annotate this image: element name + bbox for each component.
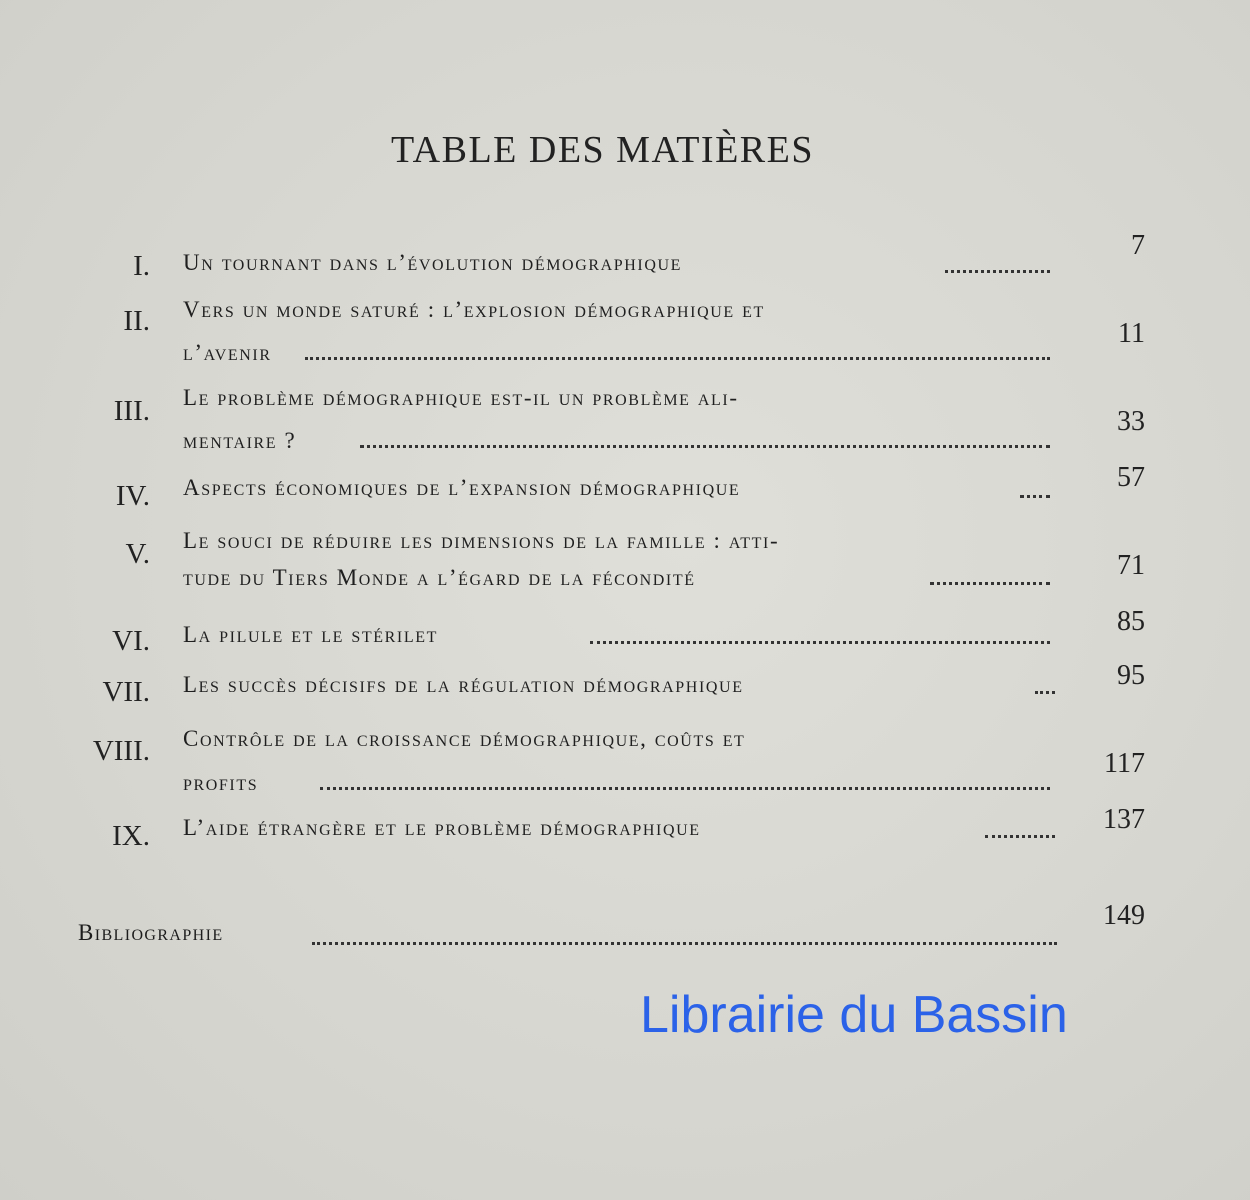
entry-numeral: IV.: [115, 480, 150, 512]
entry-page-number: 7: [1131, 230, 1145, 261]
entry-title-line: Un tournant dans l’évolution démographique: [183, 250, 683, 275]
page-title: TABLE DES MATIÈRES: [391, 129, 814, 171]
entry-numeral: VIII.: [92, 735, 150, 767]
entry-page-number: 85: [1117, 606, 1145, 637]
dot-leader: [1035, 691, 1055, 694]
entry-page-number: 95: [1117, 660, 1145, 691]
dot-leader: [320, 787, 1050, 790]
bibliography-page-number: 149: [1103, 900, 1145, 931]
entry-title-line: Le problème démographique est-il un problème ali-: [183, 385, 739, 410]
entry-title-line: La pilule et le stérilet: [183, 622, 438, 647]
dot-leader: [945, 270, 1050, 273]
entry-page-number: 33: [1117, 406, 1145, 437]
entry-numeral: V.: [125, 538, 150, 570]
entry-page-number: 117: [1104, 748, 1145, 779]
watermark-label: Librairie du Bassin: [640, 986, 1068, 1044]
dot-leader: [360, 445, 1050, 448]
entry-page-number: 137: [1103, 804, 1145, 835]
entry-numeral: III.: [113, 395, 150, 427]
entry-numeral: I.: [133, 250, 150, 282]
dot-leader: [985, 835, 1055, 838]
entry-title-line: Le souci de réduire les dimensions de la famille : atti-: [183, 528, 780, 553]
entry-numeral: VII.: [102, 676, 150, 708]
entry-numeral: VI.: [112, 625, 150, 657]
entry-numeral: IX.: [112, 820, 150, 852]
entry-title-line: Contrôle de la croissance démographique, coûts et: [183, 726, 746, 751]
entry-title-line: Vers un monde saturé : l’explosion démographique et: [183, 297, 765, 322]
dot-leader: [1020, 495, 1050, 498]
dot-leader: [930, 582, 1050, 585]
entry-title-line: Les succès décisifs de la régulation démographique: [183, 672, 744, 697]
dot-leader: [312, 942, 1057, 945]
entry-title-line: L’aide étrangère et le problème démographique: [183, 815, 701, 840]
entry-page-number: 71: [1117, 550, 1145, 581]
entry-title-line: Aspects économiques de l’expansion démographique: [183, 475, 741, 500]
entry-title-line: mentaire ?: [183, 428, 297, 453]
bibliography-label: Bibliographie: [78, 920, 224, 945]
entry-page-number: 57: [1117, 462, 1145, 493]
entry-title-line: profits: [183, 770, 259, 795]
entry-numeral: II.: [123, 305, 150, 337]
dot-leader: [305, 357, 1050, 360]
entry-title-line: tude du Tiers Monde a l’égard de la fécondité: [183, 565, 696, 590]
entry-page-number: 11: [1118, 318, 1145, 349]
entry-title-line: l’avenir: [183, 340, 272, 365]
dot-leader: [590, 641, 1050, 644]
